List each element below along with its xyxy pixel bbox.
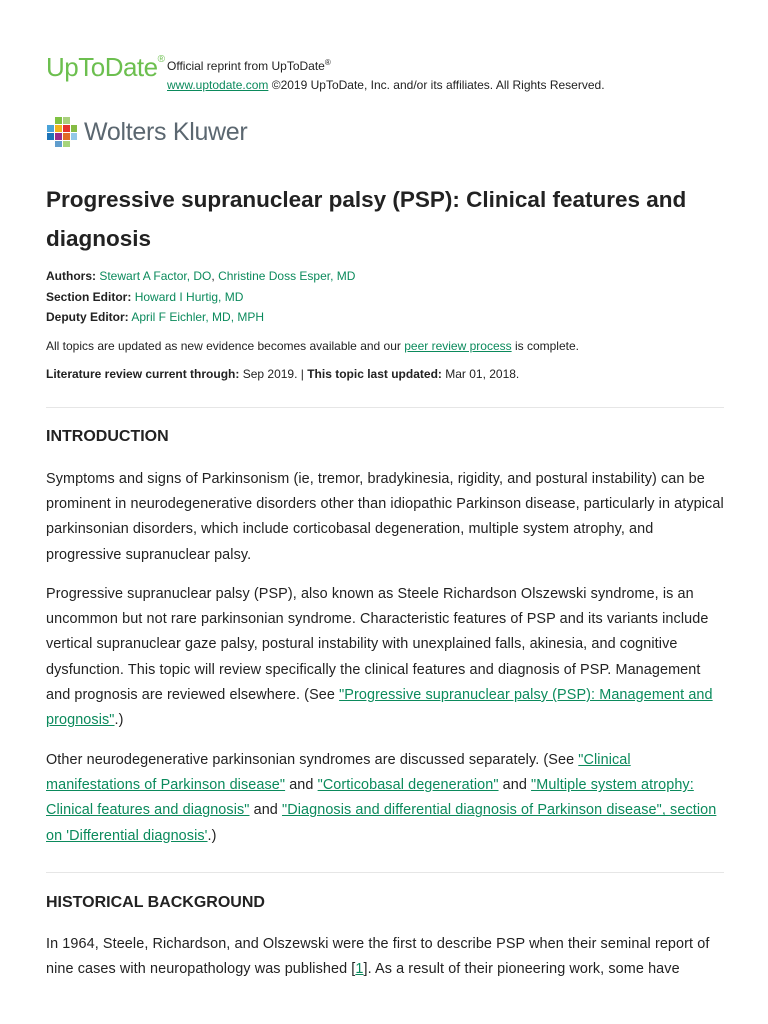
- copyright-text: ©2019 UpToDate, Inc. and/or its affiliates. All Rights Reserved.: [271, 78, 605, 92]
- section-heading-historical-background: HISTORICAL BACKGROUND: [46, 894, 265, 911]
- divider: [46, 407, 724, 408]
- lit-review-value: Sep 2019. |: [239, 367, 308, 381]
- reference-link-1[interactable]: 1: [355, 961, 364, 978]
- section-editor-line: [46, 287, 243, 307]
- intro-paragraph-3-text: Other neurodegenerative parkinsonian syndromes are discussed separately. (See: [46, 752, 579, 768]
- lit-review-label: Literature review current through:: [46, 367, 240, 381]
- link-psp-management[interactable]: "Progressive supranuclear palsy (PSP): Management and prognosis": [46, 686, 713, 729]
- registered-mark: ®: [157, 54, 165, 65]
- conjunction: and: [498, 777, 532, 794]
- wolters-kluwer-wordmark: Wolters Kluwer: [84, 117, 248, 146]
- intro-paragraph-3: [46, 748, 726, 849]
- link-parkinson-manifestations[interactable]: "Clinical manifestations of Parkinson disease": [46, 752, 631, 794]
- section-heading-introduction: INTRODUCTION: [46, 428, 169, 445]
- author-link-esper[interactable]: Christine Doss Esper, MD: [218, 269, 356, 283]
- update-note-text: All topics are updated as new evidence becomes available and our: [46, 339, 405, 353]
- history-paragraph-1: [46, 932, 726, 982]
- article-title: Progressive supranuclear palsy (PSP): Clinical features and diagnosis: [46, 187, 687, 251]
- deputy-editor-label: Deputy Editor:: [46, 310, 129, 324]
- divider: [46, 872, 724, 873]
- section-editor-label: Section Editor:: [46, 290, 132, 304]
- last-updated-value: Mar 01, 2018.: [441, 367, 520, 381]
- reprint-notice: [167, 53, 605, 95]
- registered-mark: ®: [324, 58, 331, 67]
- paren-close: .): [207, 827, 217, 844]
- conjunction: and: [285, 777, 318, 794]
- reprint-line: Official reprint from UpToDate: [167, 59, 325, 73]
- authors-label: Authors:: [46, 269, 96, 283]
- peer-review-link[interactable]: peer review process: [404, 339, 512, 353]
- history-paragraph-1-text: In 1964, Steele, Richardson, and Olszewski were the first to describe PSP when their seminal report of nine cases with neuropathology was published [: [46, 936, 710, 978]
- history-paragraph-1-end: ]. As a result of their pioneering work, some have: [363, 961, 680, 978]
- section-editor-link[interactable]: Howard I Hurtig, MD: [134, 290, 244, 304]
- conjunction: and: [249, 802, 283, 819]
- intro-paragraph-2-text: Progressive supranuclear palsy (PSP), also known as Steele Richardson Olszewski syndrome, is an uncommon but not rare parkinsonian syndrome. Characteristic features of PSP and its variants include vertical supranuclear gaze palsy, postural instability with unexplained falls, akinesia, and cognitive dysfunction. This topic will review specifically the clinical features and diagnosis of PSP. Management and prognosis are reviewed elsewhere. (See: [46, 586, 709, 703]
- review-dates: [46, 364, 519, 384]
- intro-paragraph-2: [46, 582, 726, 733]
- deputy-editor-line: [46, 307, 264, 327]
- uptodate-logo-text: UpToDate: [46, 52, 158, 82]
- authors-line: Authors: Stewart A Factor, DO, Christine Doss Esper, MD: [46, 269, 356, 283]
- link-corticobasal-degeneration[interactable]: "Corticobasal degeneration": [317, 777, 499, 794]
- update-note-end: is complete.: [511, 339, 579, 353]
- update-note: [46, 336, 579, 356]
- last-updated-label: This topic last updated:: [307, 367, 442, 381]
- deputy-editor-link[interactable]: April F Eichler, MD, MPH: [131, 310, 265, 324]
- link-multiple-system-atrophy[interactable]: "Multiple system atrophy: Clinical features and diagnosis": [46, 777, 694, 819]
- paren-close: .): [114, 712, 124, 729]
- author-link-factor[interactable]: Stewart A Factor, DO: [99, 269, 212, 283]
- uptodate-site-link[interactable]: www.uptodate.com: [167, 78, 269, 92]
- link-parkinson-differential[interactable]: "Diagnosis and differential diagnosis of Parkinson disease", section on 'Differential diagnosis': [46, 802, 717, 844]
- wolters-kluwer-logo: [46, 116, 247, 148]
- intro-paragraph-1: Symptoms and signs of Parkinsonism (ie, tremor, bradykinesia, rigidity, and postural instability) can be prominent in neurodegenerative disorders other than idiopathic Parkinson disease, particularly in atypical parkinsonian disorders, which include corticobasal degeneration, multiple system atrophy, and progressive supranuclear palsy.: [46, 471, 724, 563]
- uptodate-logo: [46, 52, 165, 83]
- wolters-kluwer-mark-icon: [46, 116, 78, 148]
